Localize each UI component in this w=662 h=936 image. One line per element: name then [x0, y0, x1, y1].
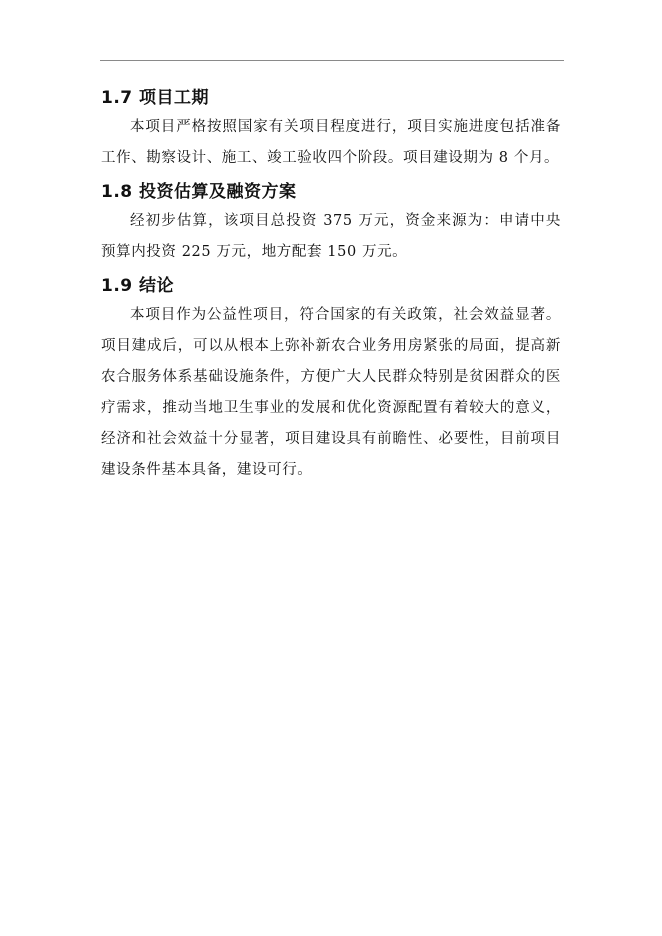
section-project-duration [101, 84, 561, 174]
section-heading: 1.9 结论 [101, 276, 175, 296]
header-rule [100, 60, 564, 61]
section-investment-financing [101, 178, 561, 268]
section-paragraph: 本项目严格按照国家有关项目程度进行，项目实施进度包括准备工作、勘察设计、施工、竣工验收四个阶段。项目建设期为 8 个月。 [101, 119, 561, 166]
section-conclusion [101, 272, 561, 486]
section-paragraph: 本项目作为公益性项目，符合国家的有关政策，社会效益显著。项目建成后，可以从根本上弥补新农合业务用房紧张的局面，提高新农合服务体系基础设施条件，方便广大人民群众特别是贫困群众的医疗需求，推动当地卫生事业的发展和优化资源配置有着较大的意义，经济和社会效益十分显著，项目建设具有前瞻性、必要性，目前项目建设条件基本具备，建设可行。 [101, 307, 561, 478]
document-body [101, 84, 561, 488]
section-heading: 1.8 投资估算及融资方案 [101, 182, 297, 202]
section-heading: 1.7 项目工期 [101, 88, 210, 108]
section-paragraph: 经初步估算，该项目总投资 375 万元，资金来源为：申请中央预算内投资 225 万元，地方配套 150 万元。 [101, 213, 561, 260]
